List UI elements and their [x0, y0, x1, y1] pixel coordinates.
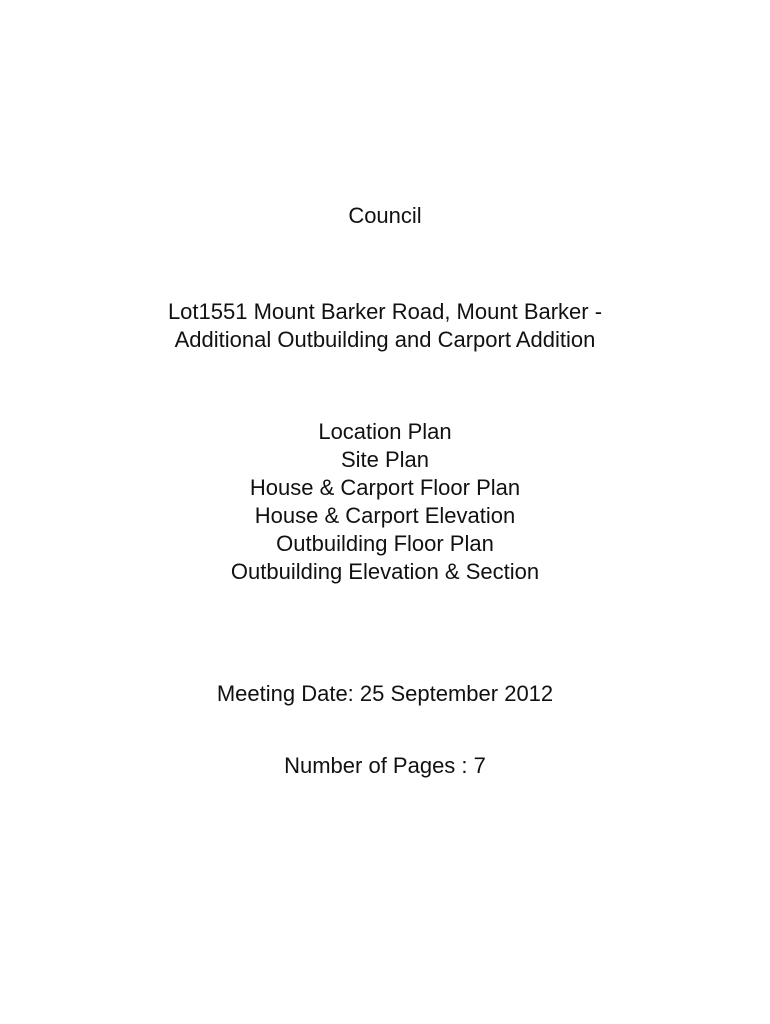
page-count: Number of Pages : 7	[284, 753, 486, 778]
plan-list	[0, 418, 770, 586]
plan-item-house-carport-floor: House & Carport Floor Plan	[249, 475, 521, 500]
address-line-2: Additional Outbuilding and Carport Addition	[174, 327, 596, 352]
address-line-1: Lot1551 Mount Barker Road, Mount Barker -	[167, 299, 603, 324]
plan-item-site: Site Plan	[340, 447, 430, 472]
document-heading: Council	[348, 203, 422, 228]
plan-item-outbuilding-elevation-section: Outbuilding Elevation & Section	[230, 559, 540, 584]
plan-item-outbuilding-floor: Outbuilding Floor Plan	[276, 531, 494, 556]
meeting-date: Meeting Date: 25 September 2012	[216, 681, 554, 706]
plan-item-house-carport-elevation: House & Carport Elevation	[254, 503, 516, 528]
plan-item-location: Location Plan	[318, 419, 452, 444]
